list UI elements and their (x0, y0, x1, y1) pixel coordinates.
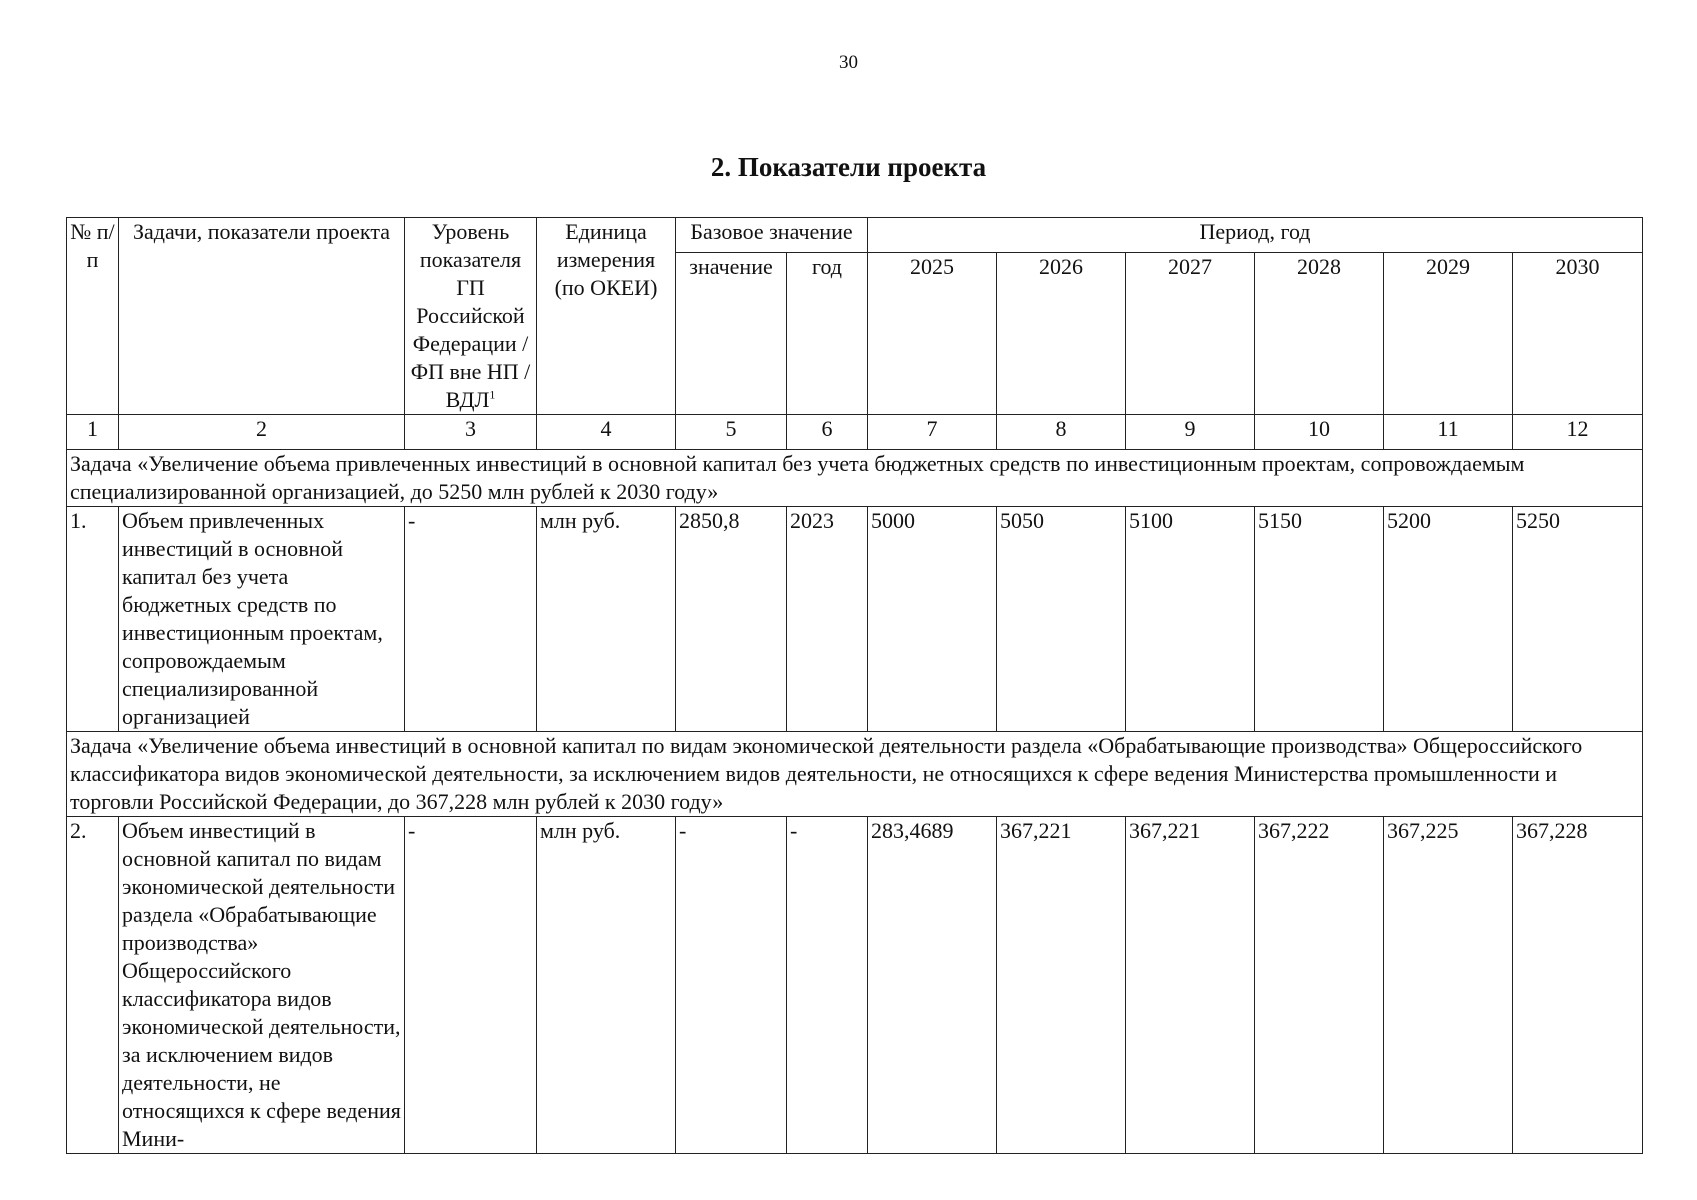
header-base: Базовое значение (676, 218, 868, 253)
indicator-level: - (405, 817, 537, 1154)
section-title: 2. Показатели проекта (710, 152, 987, 182)
indicator-name: Объем инвестиций в основной капитал по видам экономической деятельности раздела «Обрабатывающие производства» Общероссийского классификатора видов экономической деятельности, за исключением видов деятельности, не относящихся к сфере ведения Мини- (119, 817, 405, 1154)
header-year-2028: 2028 (1255, 253, 1384, 415)
header-base-year: год (787, 253, 868, 415)
header-year-2026: 2026 (997, 253, 1126, 415)
header-level (405, 218, 537, 415)
value-2026: 367,221 (997, 817, 1126, 1154)
base-value: - (676, 817, 787, 1154)
value-2030: 367,228 (1513, 817, 1643, 1154)
indicator-level: - (405, 507, 537, 732)
header-level-text: Уровень показателя ГП Российской Федерации / ФП вне НП / ВДЛ (410, 219, 531, 412)
base-year: 2023 (787, 507, 868, 732)
column-number: 5 (676, 415, 787, 450)
header-year-2025: 2025 (868, 253, 997, 415)
task-text: Задача «Увеличение объема инвестиций в основной капитал по видам экономической деятельности раздела «Обрабатывающие производства» Общероссийского классификатора видов экономической деятельности, за исключением видов деятельности, не относящихся к сфере ведения Министерства промышленности и торговли Российской Федерации, до 367,228 млн рублей к 2030 году» (67, 732, 1643, 817)
header-period: Период, год (868, 218, 1643, 253)
row-num: 1. (67, 507, 119, 732)
column-number: 12 (1513, 415, 1643, 450)
row-num: 2. (67, 817, 119, 1154)
column-number: 2 (119, 415, 405, 450)
indicator-name: Объем привлеченных инвестиций в основной капитал без учета бюджетных средств по инвестиционным проектам, сопровождаемым специализированной организацией (119, 507, 405, 732)
value-2029: 367,225 (1384, 817, 1513, 1154)
header-year-2030: 2030 (1513, 253, 1643, 415)
value-2025: 283,4689 (868, 817, 997, 1154)
column-number: 1 (67, 415, 119, 450)
column-number: 10 (1255, 415, 1384, 450)
value-2026: 5050 (997, 507, 1126, 732)
column-number: 9 (1126, 415, 1255, 450)
value-2030: 5250 (1513, 507, 1643, 732)
column-number: 7 (868, 415, 997, 450)
header-tasks: Задачи, показатели проекта (119, 218, 405, 415)
header-num: № п/п (67, 218, 119, 415)
indicator-unit: млн руб. (537, 817, 676, 1154)
base-year: - (787, 817, 868, 1154)
header-year-2027: 2027 (1126, 253, 1255, 415)
value-2027: 367,221 (1126, 817, 1255, 1154)
value-2028: 367,222 (1255, 817, 1384, 1154)
column-number: 6 (787, 415, 868, 450)
task-row (67, 732, 1643, 817)
value-2029: 5200 (1384, 507, 1513, 732)
table-row (67, 507, 1643, 732)
indicators-table (66, 217, 1643, 1154)
footnote-marker: 1 (489, 387, 496, 402)
value-2025: 5000 (868, 507, 997, 732)
column-number-row (67, 415, 1643, 450)
task-row (67, 450, 1643, 507)
header-base-value: значение (676, 253, 787, 415)
value-2027: 5100 (1126, 507, 1255, 732)
indicator-unit: млн руб. (537, 507, 676, 732)
value-2028: 5150 (1255, 507, 1384, 732)
header-unit: Единица измерения (по ОКЕИ) (537, 218, 676, 415)
header-row (67, 218, 1643, 253)
column-number: 8 (997, 415, 1126, 450)
task-text: Задача «Увеличение объема привлеченных инвестиций в основной капитал без учета бюджетных средств по инвестиционным проектам, сопровождаемым специализированной организацией, до 5250 млн рублей к 2030 году» (67, 450, 1643, 507)
column-number: 11 (1384, 415, 1513, 450)
column-number: 3 (405, 415, 537, 450)
header-year-2029: 2029 (1384, 253, 1513, 415)
page-number: 30 (839, 52, 858, 73)
base-value: 2850,8 (676, 507, 787, 732)
table-row (67, 817, 1643, 1154)
column-number: 4 (537, 415, 676, 450)
